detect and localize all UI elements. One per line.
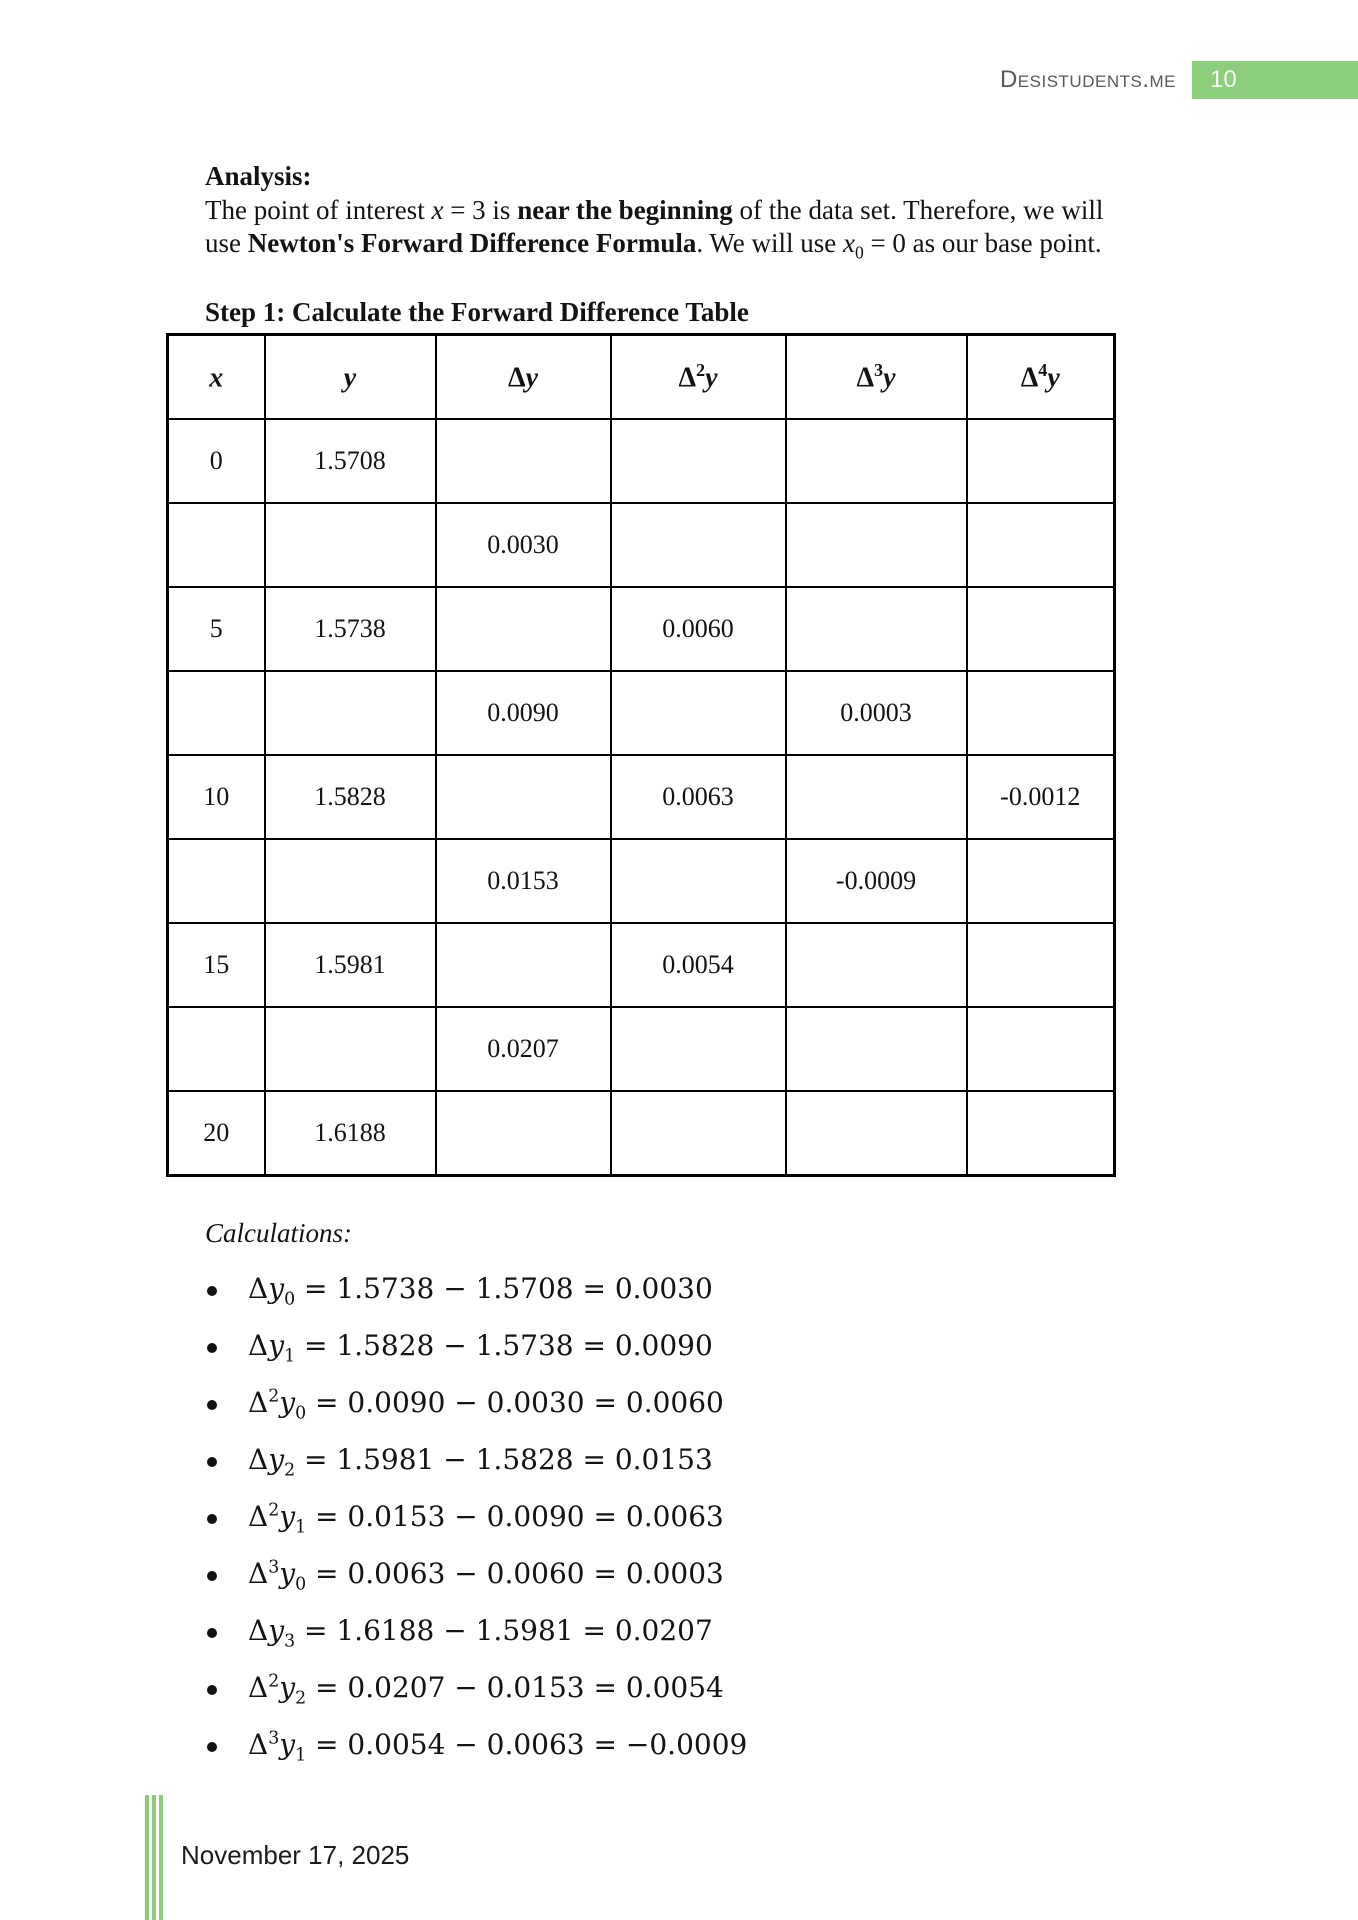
page-number: 10: [1210, 66, 1237, 93]
footer-date: November 17, 2025: [181, 1840, 410, 1870]
footer-accent-bars: [145, 1795, 163, 1920]
forward-difference-table: [166, 333, 1116, 1177]
list-item: $\Delta^2y_1 = 0.0153 - 0.0090 = 0.0063$: [205, 1490, 1005, 1547]
table-cell: [436, 587, 611, 671]
table-row: [168, 503, 1115, 587]
table-cell: [786, 923, 967, 1007]
bullet-icon: [207, 1457, 217, 1467]
table-row: [168, 671, 1115, 755]
table-cell: [168, 503, 265, 587]
bullet-icon: [207, 1514, 217, 1524]
col-header-dy: Δy: [436, 335, 611, 420]
col-header-x: x: [168, 335, 265, 420]
list-item: $\Delta y_3 = 1.6188 - 1.5981 = 0.0207$: [205, 1604, 1005, 1661]
table-cell: [967, 1091, 1115, 1176]
table-cell: [265, 1007, 436, 1091]
analysis-line-1: The point of interest x = 3 is near the beginning of the data set. Therefore, we will: [205, 194, 1104, 225]
table-cell: [168, 839, 265, 923]
emphasis-near-the-beginning: near the beginning: [517, 194, 733, 225]
site-name: Desistudents.me: [999, 66, 1176, 93]
table-cell: 0.0003: [786, 671, 967, 755]
table-cell: [786, 503, 967, 587]
table-cell: [168, 1007, 265, 1091]
table-cell: [786, 587, 967, 671]
table-cell: [265, 839, 436, 923]
bullet-icon: [207, 1286, 217, 1296]
bullet-icon: [207, 1571, 217, 1581]
table-row: [168, 923, 1115, 1007]
emphasis-formula-name: Newton's Forward Difference Formula: [247, 228, 697, 258]
table-cell: -0.0009: [786, 839, 967, 923]
table-cell: [436, 419, 611, 503]
table-cell: [611, 839, 786, 923]
table-row: [168, 587, 1115, 671]
table-cell: 1.5828: [265, 755, 436, 839]
table-cell: [967, 503, 1115, 587]
bullet-icon: [207, 1685, 217, 1695]
calculations-label: Calculations:: [205, 1218, 352, 1248]
table-cell: [611, 1007, 786, 1091]
table-row: [168, 839, 1115, 923]
table-cell: 0.0060: [611, 587, 786, 671]
table-cell: [436, 1091, 611, 1176]
table-cell: [786, 1007, 967, 1091]
math-x: x: [431, 194, 444, 225]
list-item: $\Delta^3y_1 = 0.0054 - 0.0063 = -0.0009$: [205, 1718, 1005, 1775]
table-cell: 15: [168, 923, 265, 1007]
table-cell: 10: [168, 755, 265, 839]
step-heading: Step 1: Calculate the Forward Difference Table: [205, 297, 749, 327]
list-item: $\Delta^3y_0 = 0.0063 - 0.0060 = 0.0003$: [205, 1547, 1005, 1604]
page-number-badge: [1192, 61, 1358, 99]
table-cell: [786, 1091, 967, 1176]
analysis-label: Analysis:: [205, 161, 312, 191]
table-cell: 0.0063: [611, 755, 786, 839]
table-cell: 0.0030: [436, 503, 611, 587]
table-cell: [436, 923, 611, 1007]
table-cell: 0: [168, 419, 265, 503]
table-cell: 5: [168, 587, 265, 671]
table-cell: [967, 839, 1115, 923]
col-header-d3y: $\Delta^3y$: [786, 335, 967, 420]
math-x0: x: [842, 228, 855, 258]
table-cell: [611, 419, 786, 503]
table-cell: 0.0054: [611, 923, 786, 1007]
bullet-icon: [207, 1628, 217, 1638]
col-header-d4y: $\Delta^4y$: [967, 335, 1115, 420]
table-cell: 0.0090: [436, 671, 611, 755]
table-cell: [967, 923, 1115, 1007]
table-row: [168, 1007, 1115, 1091]
calculations-list: [205, 1262, 1005, 1775]
table-cell-base-y: 1.5708: [265, 419, 436, 503]
table-cell: [611, 671, 786, 755]
table-row: [168, 755, 1115, 839]
table-cell: 1.5981: [265, 923, 436, 1007]
table-cell: 0.0153: [436, 839, 611, 923]
table-cell: [168, 671, 265, 755]
table-header-row: [168, 335, 1115, 420]
list-item: $\Delta^2y_2 = 0.0207 - 0.0153 = 0.0054$: [205, 1661, 1005, 1718]
table-cell: 1.6188: [265, 1091, 436, 1176]
table-cell: [611, 503, 786, 587]
analysis-line-2: use Newton's Forward Difference Formula. We will use $x_0 = 0$ as our base point.: [205, 228, 1102, 263]
table-cell: 20: [168, 1091, 265, 1176]
list-item: $\Delta y_1 = 1.5828 - 1.5738 = 0.0090$: [205, 1319, 1005, 1376]
list-item: $\Delta y_0 = 1.5738 - 1.5708 = 0.0030$: [205, 1262, 1005, 1319]
table-cell: [786, 419, 967, 503]
table-row: [168, 1091, 1115, 1176]
bullet-icon: [207, 1343, 217, 1353]
list-item: $\Delta y_2 = 1.5981 - 1.5828 = 0.0153$: [205, 1433, 1005, 1490]
table-cell: [967, 587, 1115, 671]
table-cell: [265, 671, 436, 755]
table-cell: 0.0207: [436, 1007, 611, 1091]
table-cell: [611, 1091, 786, 1176]
table-cell: [967, 419, 1115, 503]
analysis-paragraph: [205, 160, 1195, 270]
table-cell: [967, 1007, 1115, 1091]
table-cell: [436, 755, 611, 839]
table-cell: [786, 755, 967, 839]
table-cell: 1.5738: [265, 587, 436, 671]
table-row: [168, 419, 1115, 503]
col-header-d2y: $\Delta^2y$: [611, 335, 786, 420]
list-item: $\Delta^2y_0 = 0.0090 - 0.0030 = 0.0060$: [205, 1376, 1005, 1433]
table-cell: -0.0012: [967, 755, 1115, 839]
table-cell: [265, 503, 436, 587]
bullet-icon: [207, 1742, 217, 1752]
col-header-y: y: [265, 335, 436, 420]
table-cell: [967, 671, 1115, 755]
bullet-icon: [207, 1400, 217, 1410]
